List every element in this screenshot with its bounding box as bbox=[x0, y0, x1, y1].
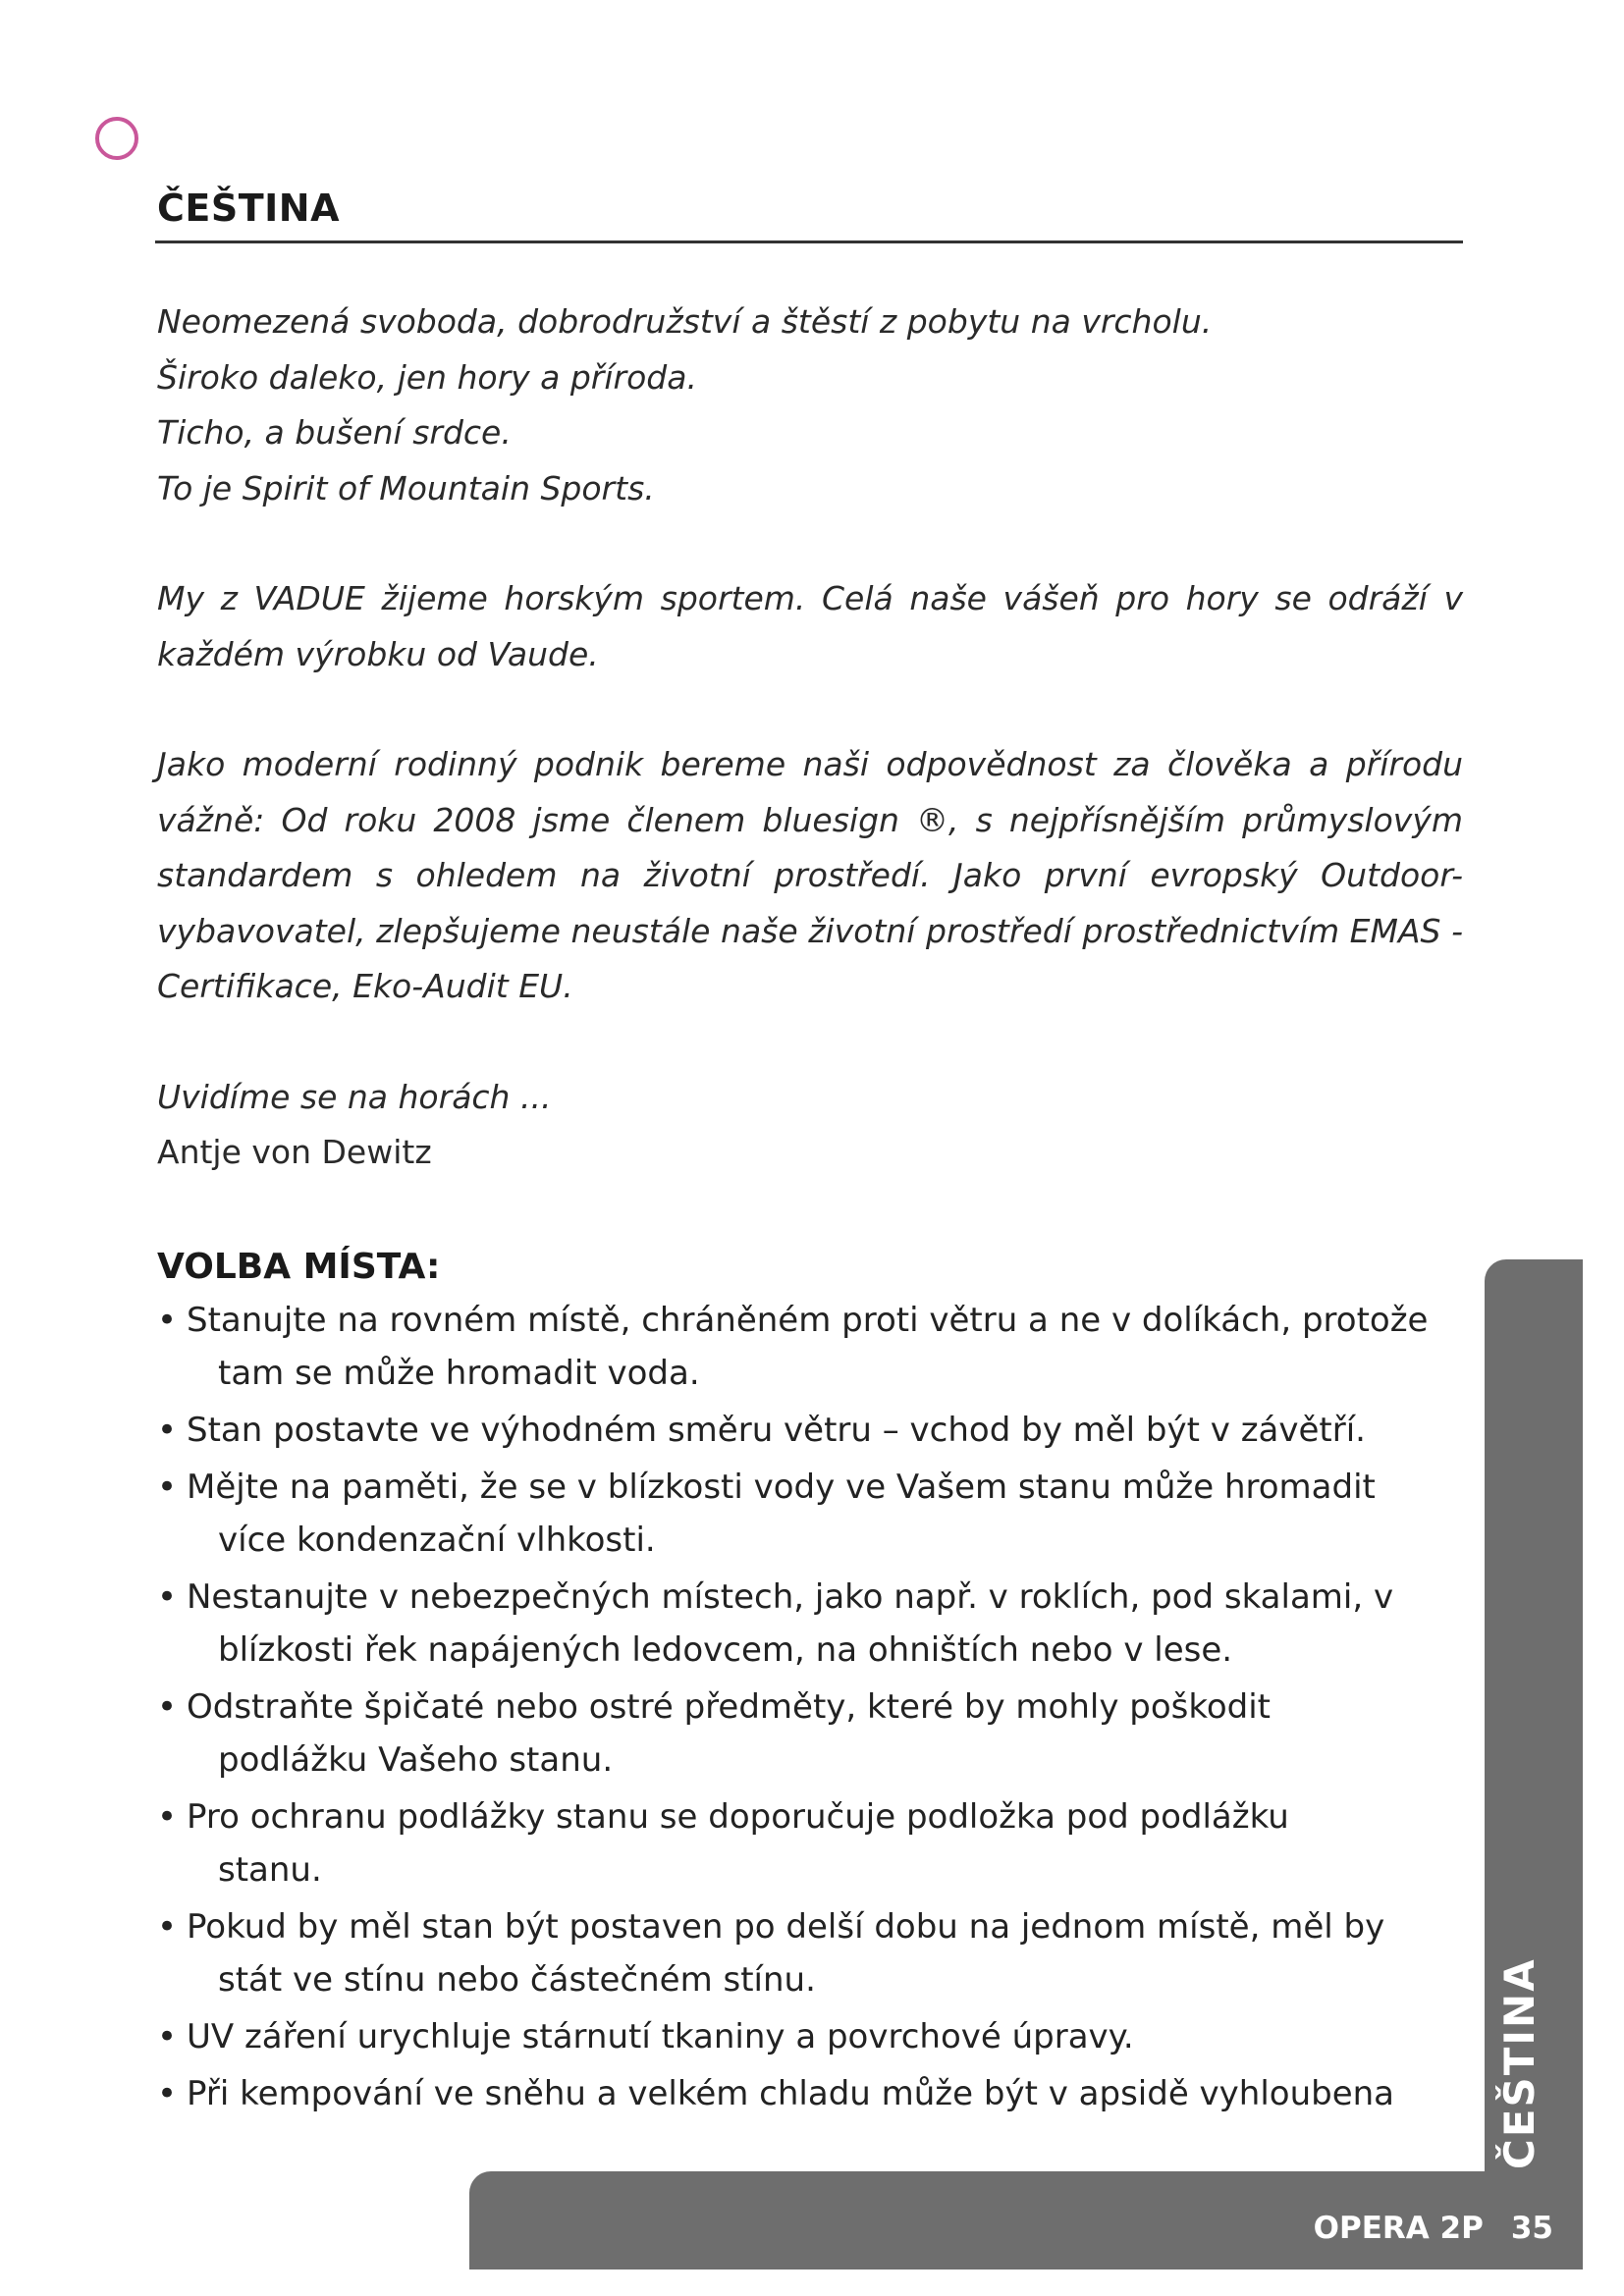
list-item: • Stan postavte ve výhodném směru větru – vchod by měl být v závětří. bbox=[157, 1404, 1434, 1457]
list-item: • Nestanujte v nebezpečných místech, jako např. v roklích, pod skalami, v blízkosti řek napájených ledovcem, na ohništích nebo v lese. bbox=[157, 1571, 1434, 1677]
closing-line: Uvidíme se na horách ... bbox=[157, 1077, 552, 1116]
title-divider bbox=[155, 240, 1463, 243]
poem-line: Ticho, a bušení srdce. bbox=[157, 413, 512, 452]
signature: Antje von Dewitz bbox=[157, 1133, 432, 1171]
decorative-circle-icon bbox=[95, 117, 138, 160]
side-tab-label: ČEŠTINA bbox=[1495, 1957, 1543, 2169]
page-title: ČEŠTINA bbox=[157, 187, 340, 230]
list-item: • Stanujte na rovném místě, chráněném proti větru a ne v dolíkách, protože tam se může hromadit voda. bbox=[157, 1294, 1434, 1400]
list-item: • UV záření urychluje stárnutí tkaniny a povrchové úpravy. bbox=[157, 2010, 1434, 2063]
site-selection-list bbox=[157, 1294, 1434, 2124]
poem-line: Široko daleko, jen hory a příroda. bbox=[157, 357, 697, 397]
product-name: OPERA 2P bbox=[1313, 2211, 1484, 2246]
list-item: • Pro ochranu podlážky stanu se doporučuje podložka pod podlážku stanu. bbox=[157, 1790, 1434, 1896]
poem-line: Neomezená svoboda, dobrodružství a štěstí z pobytu na vrcholu. bbox=[157, 302, 1213, 341]
list-item: • Pokud by měl stan být postaven po delší dobu na jednom místě, měl by stát ve stínu nebo částečném stínu. bbox=[157, 1900, 1434, 2006]
footer bbox=[1314, 2211, 1553, 2246]
closing bbox=[157, 1070, 1463, 1181]
poem-line: To je Spirit of Mountain Sports. bbox=[157, 468, 655, 507]
intro-paragraph-2: Jako moderní rodinný podnik bereme naši odpovědnost za člověka a přírodu vážně: Od roku 2008 jsme členem bluesign ®, s nejpřísnějším průmyslovým standardem s ohledem na životní prostředí. Jako první evropský Outdoor-vybavovatel, zlepšujeme neustále naše životní prostředí prostřednictvím EMAS - Certifikace, Eko-Audit EU. bbox=[157, 745, 1463, 1005]
list-item: • Při kempování ve sněhu a velkém chladu může být v apsidě vyhloubena bbox=[157, 2067, 1434, 2120]
page-number: 35 bbox=[1510, 2211, 1553, 2246]
intro-text bbox=[157, 294, 1463, 1236]
list-item: • Mějte na paměti, že se v blízkosti vody ve Vašem stanu může hromadit více kondenzační vlhkosti. bbox=[157, 1461, 1434, 1567]
intro-poem bbox=[157, 294, 1463, 516]
list-item: • Odstraňte špičaté nebo ostré předměty, které by mohly poškodit podlážku Vašeho stanu. bbox=[157, 1681, 1434, 1787]
section-title: VOLBA MÍSTA: bbox=[157, 1247, 441, 1287]
intro-paragraph-1: My z VADUE žijeme horským sportem. Celá naše vášeň pro hory se odráží v každém výrobku od Vaude. bbox=[157, 579, 1463, 673]
